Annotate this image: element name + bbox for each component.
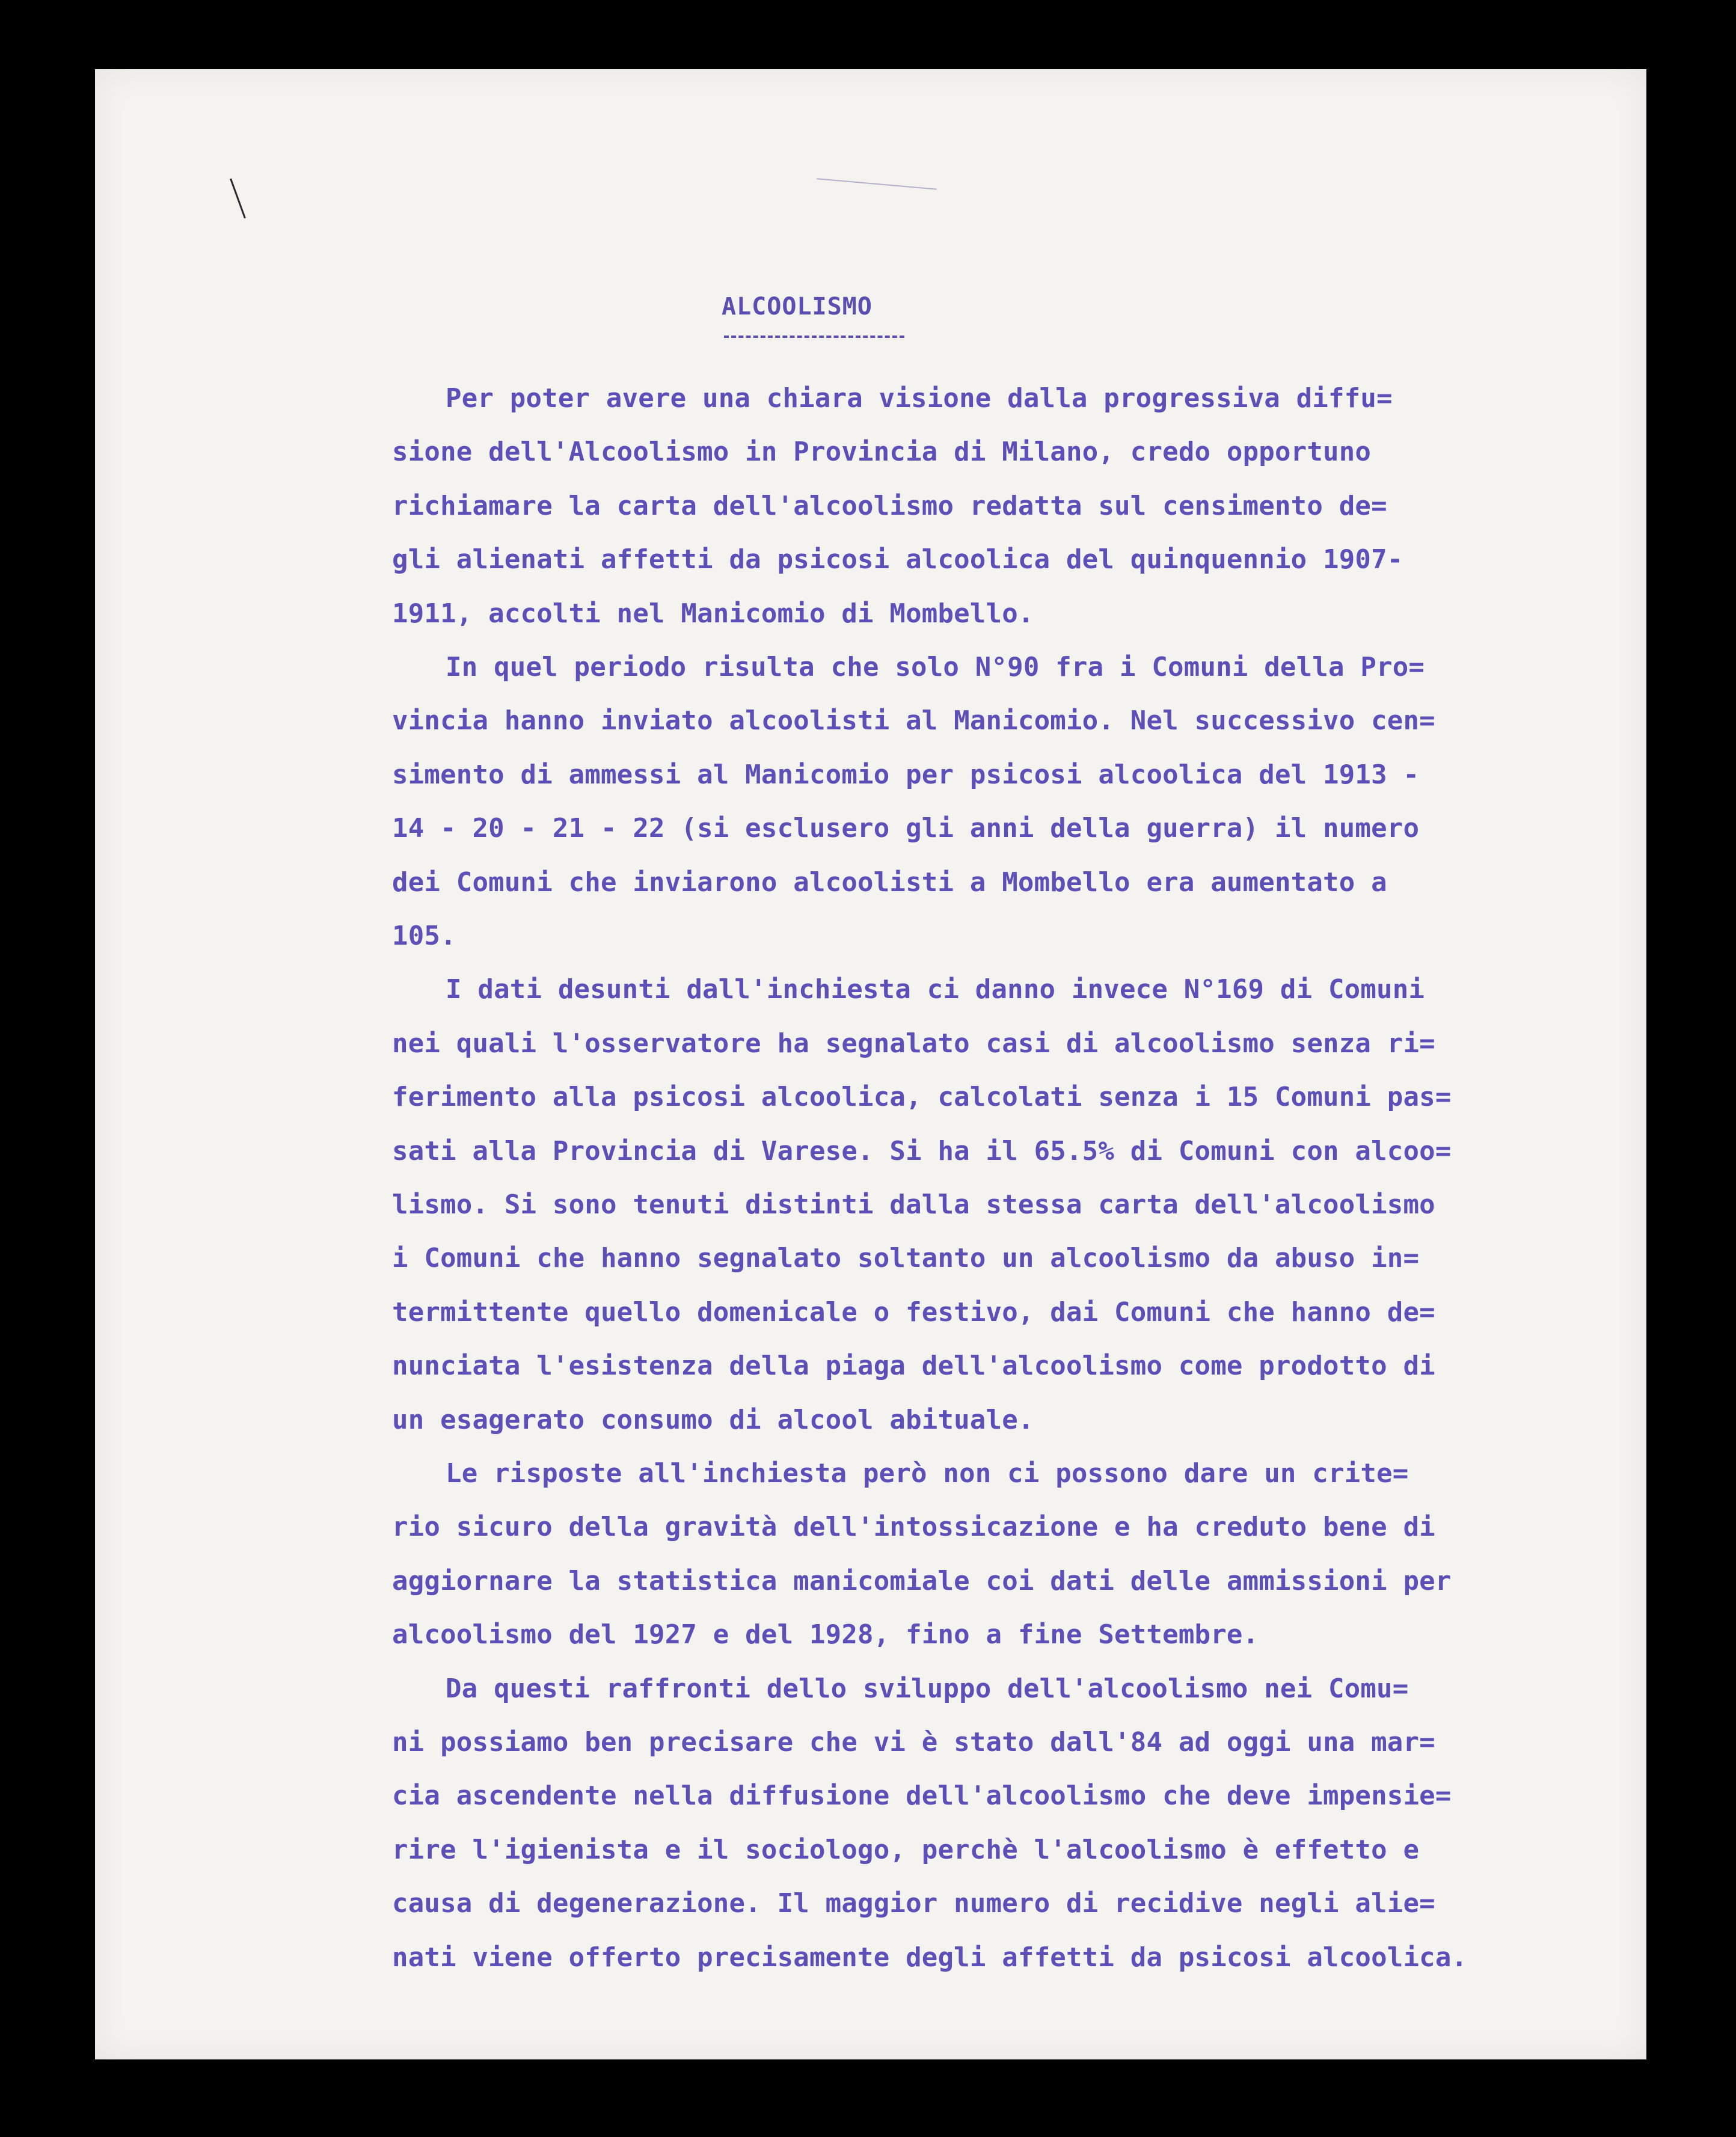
text-line: lismo. Si sono tenuti distinti dalla stessa carta dell'alcoolismo [392,1189,1435,1220]
text-line: causa di degenerazione. Il maggior numero di recidive negli alie= [392,1888,1435,1919]
text-line: richiamare la carta dell'alcoolismo redatta sul censimento de= [392,490,1387,521]
text-line: rire l'igienista e il sociologo, perchè l'alcoolismo è effetto e [392,1834,1420,1865]
page-title: ALCOOLISMO [722,293,873,320]
text-line: nei quali l'osservatore ha segnalato casi di alcoolismo senza ri= [392,1028,1435,1059]
text-line: ni possiamo ben precisare che vi è stato dall'84 ad oggi una mar= [392,1727,1435,1758]
text-line: nati viene offerto precisamente degli affetti da psicosi alcoolica. [392,1942,1468,1973]
text-line: Da questi raffronti dello sviluppo dell'alcoolismo nei Comu= [446,1673,1409,1704]
text-line: 1911, accolti nel Manicomio di Mombello. [392,598,1034,629]
text-line: In quel periodo risulta che solo N°90 fra i Comuni della Pro= [446,652,1425,682]
margin-pen-mark [230,179,246,219]
text-line: alcoolismo del 1927 e del 1928, fino a fine Settembre. [392,1619,1259,1651]
text-line: nunciata l'esistenza della piaga dell'alcoolismo come prodotto di [392,1351,1435,1382]
text-line: dei Comuni che inviarono alcoolisti a Mombello era aumentato a [392,866,1387,898]
text-line: simento di ammessi al Manicomio per psicosi alcoolica del 1913 - [392,759,1420,790]
text-line: vincia hanno inviato alcoolisti al Manicomio. Nel successivo cen= [392,705,1435,737]
text-line: ferimento alla psicosi alcoolica, calcolati senza i 15 Comuni pas= [392,1082,1452,1113]
top-pen-mark [817,178,936,189]
text-line: cia ascendente nella diffusione dell'alcoolismo che deve impensie= [392,1780,1452,1812]
text-line: 105. [392,921,456,951]
document-page [95,69,1646,2059]
text-line: sati alla Provincia di Varese. Si ha il 65.5% di Comuni con alcoo= [392,1135,1452,1167]
text-line: 14 - 20 - 21 - 22 (si esclusero gli anni della guerra) il numero [392,813,1420,844]
text-line: un esagerato consumo di alcool abituale. [392,1404,1034,1435]
text-line: I dati desunti dall'inchiesta ci danno invece N°169 di Comuni [446,974,1425,1005]
text-line: aggiornare la statistica manicomiale coi dati delle ammissioni per [392,1565,1452,1596]
text-line: termittente quello domenicale o festivo, dai Comuni che hanno de= [392,1296,1435,1328]
title-underline [724,336,904,338]
text-line: i Comuni che hanno segnalato soltanto un alcoolismo da abuso in= [392,1243,1420,1274]
text-line: gli alienati affetti da psicosi alcoolica del quinquennio 1907- [392,544,1403,575]
text-line: sione dell'Alcoolismo in Provincia di Milano, credo opportuno [392,437,1372,468]
text-line: Per poter avere una chiara visione dalla progressiva diffu= [446,383,1393,414]
text-line: Le risposte all'inchiesta però non ci possono dare un crite= [446,1458,1409,1489]
text-line: rio sicuro della gravità dell'intossicazione e ha creduto bene di [392,1512,1435,1543]
